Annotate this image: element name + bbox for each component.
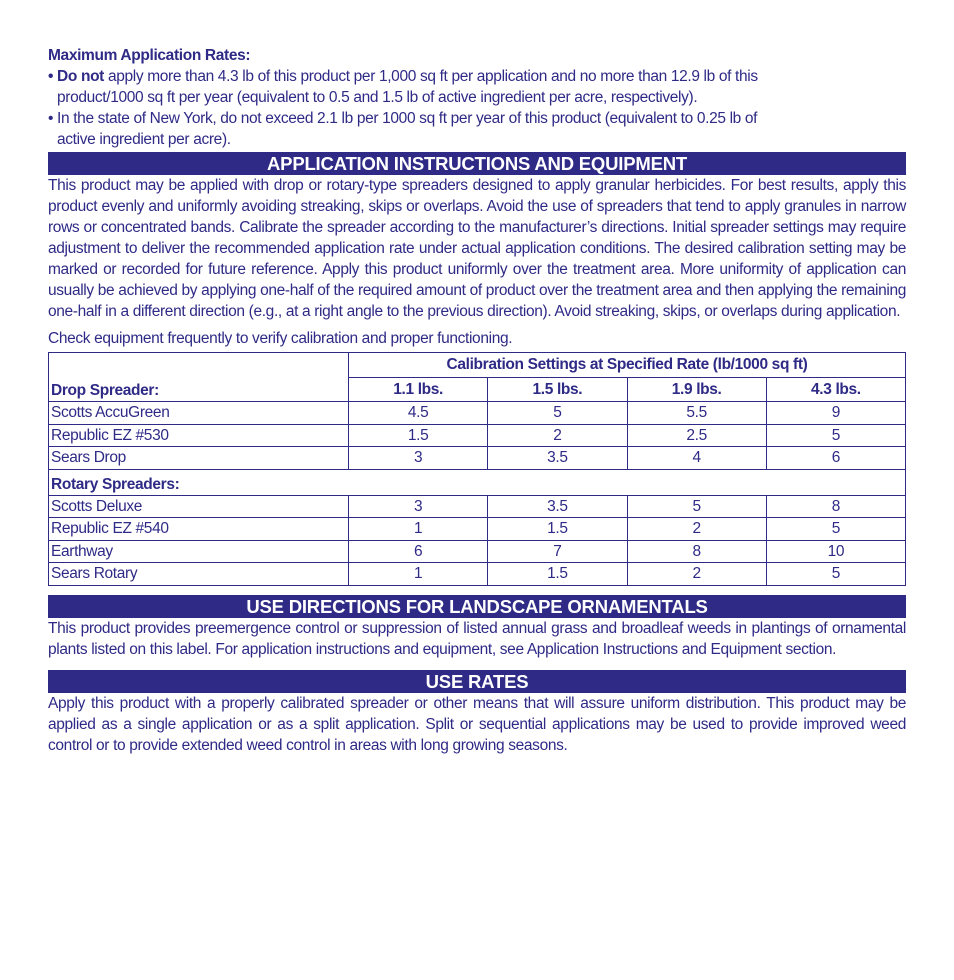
spreader-name: Earthway [49,540,349,563]
setting-cell: 5 [488,402,627,425]
setting-cell: 6 [349,540,488,563]
rotary-label-row [49,469,906,495]
setting-cell: 5 [766,424,905,447]
setting-cell: 7 [488,540,627,563]
rate-header: 1.1 lbs. [349,377,488,402]
spreader-name: Sears Rotary [49,563,349,586]
do-not-emphasis: • Do not [48,68,104,85]
table-row [49,495,906,518]
drop-spreader-label: Drop Spreader: [49,353,349,402]
setting-cell: 3 [349,447,488,470]
setting-cell: 5.5 [627,402,766,425]
landscape-paragraph: This product provides preemergence control or suppression of listed annual grass and broadleaf weeds in plantings of ornamental plants listed on this label. For application instructions and equipment, see Application Instructions and Equipment section. [48,619,906,658]
setting-cell: 2 [627,518,766,541]
use-rates-paragraph: Apply this product with a properly calibrated spreader or other means that will assure uniform distribution. This product may be applied as a single application or as a split application. Split or sequential applications may be used to provide improved weed control or to provide extended weed control in areas with long growing seasons. [48,694,906,754]
setting-cell: 1 [349,563,488,586]
section-title-use-rates: USE RATES [48,670,906,693]
bullet-1-line-1: apply more than 4.3 lb of this product per 1,000 sq ft per application and no more than 12.9 lb of this [104,68,758,85]
max-rates-bullet-1 [48,66,906,87]
table-row [49,518,906,541]
setting-cell: 3.5 [488,447,627,470]
calibration-table [48,352,906,586]
setting-cell: 5 [766,563,905,586]
section-title-application: APPLICATION INSTRUCTIONS AND EQUIPMENT [48,152,906,175]
setting-cell: 5 [627,495,766,518]
spreader-name: Scotts Deluxe [49,495,349,518]
setting-cell: 8 [627,540,766,563]
check-equipment-note: Check equipment frequently to verify calibration and proper functioning. [48,330,513,347]
setting-cell: 4 [627,447,766,470]
rate-header: 1.9 lbs. [627,377,766,402]
max-rates-bullet-2: • In the state of New York, do not exceed 2.1 lb per 1000 sq ft per year of this product (equivalent to 0.25 lb of [48,110,758,127]
rate-header: 1.5 lbs. [488,377,627,402]
setting-cell: 5 [766,518,905,541]
spreader-name: Scotts AccuGreen [49,402,349,425]
setting-cell: 9 [766,402,905,425]
table-row [49,402,906,425]
table-row [49,447,906,470]
table-caption: Calibration Settings at Specified Rate (lb/1000 sq ft) [349,353,906,378]
table-row [49,424,906,447]
rate-header: 4.3 lbs. [766,377,905,402]
table-row [49,540,906,563]
setting-cell: 8 [766,495,905,518]
setting-cell: 1.5 [349,424,488,447]
table-row [49,563,906,586]
spreader-name: Sears Drop [49,447,349,470]
table-caption-row [49,353,906,378]
setting-cell: 1.5 [488,563,627,586]
setting-cell: 1.5 [488,518,627,541]
setting-cell: 2.5 [627,424,766,447]
rotary-spreaders-label: Rotary Spreaders: [49,469,906,495]
label-page [48,45,906,756]
application-paragraph: This product may be applied with drop or rotary-type spreaders designed to apply granular herbicides. For best results, apply this product evenly and uniformly avoiding streaking, skips or overlaps. Avoid the use of spreaders that tend to apply granules in narrow rows or concentrated bands. Calibrate the spreader according to the manufacturer’s directions. Initial spreader settings may require adjustment to deliver the recommended application rate under actual application conditions. The desired calibration setting may be marked or recorded for future reference. Apply this product uniformly over the treatment area. More uniformity of application can usually be achieved by applying one-half of the required amount of product over the treatment area and then applying the remaining one-half in a different direction (e.g., at a right angle to the previous direction). Avoid streaking, skips, or overlaps during application. [48,177,906,320]
spreader-name: Republic EZ #530 [49,424,349,447]
setting-cell: 4.5 [349,402,488,425]
setting-cell: 1 [349,518,488,541]
max-rates-heading: Maximum Application Rates: [48,47,251,64]
setting-cell: 3 [349,495,488,518]
bullet-2-line-2: active ingredient per acre). [57,131,231,148]
section-title-landscape: USE DIRECTIONS FOR LANDSCAPE ORNAMENTALS [48,595,906,618]
setting-cell: 10 [766,540,905,563]
setting-cell: 6 [766,447,905,470]
spreader-name: Republic EZ #540 [49,518,349,541]
bullet-1-line-2: product/1000 sq ft per year (equivalent to 0.5 and 1.5 lb of active ingredient per acre, respectively). [57,89,698,106]
setting-cell: 2 [627,563,766,586]
setting-cell: 2 [488,424,627,447]
setting-cell: 3.5 [488,495,627,518]
